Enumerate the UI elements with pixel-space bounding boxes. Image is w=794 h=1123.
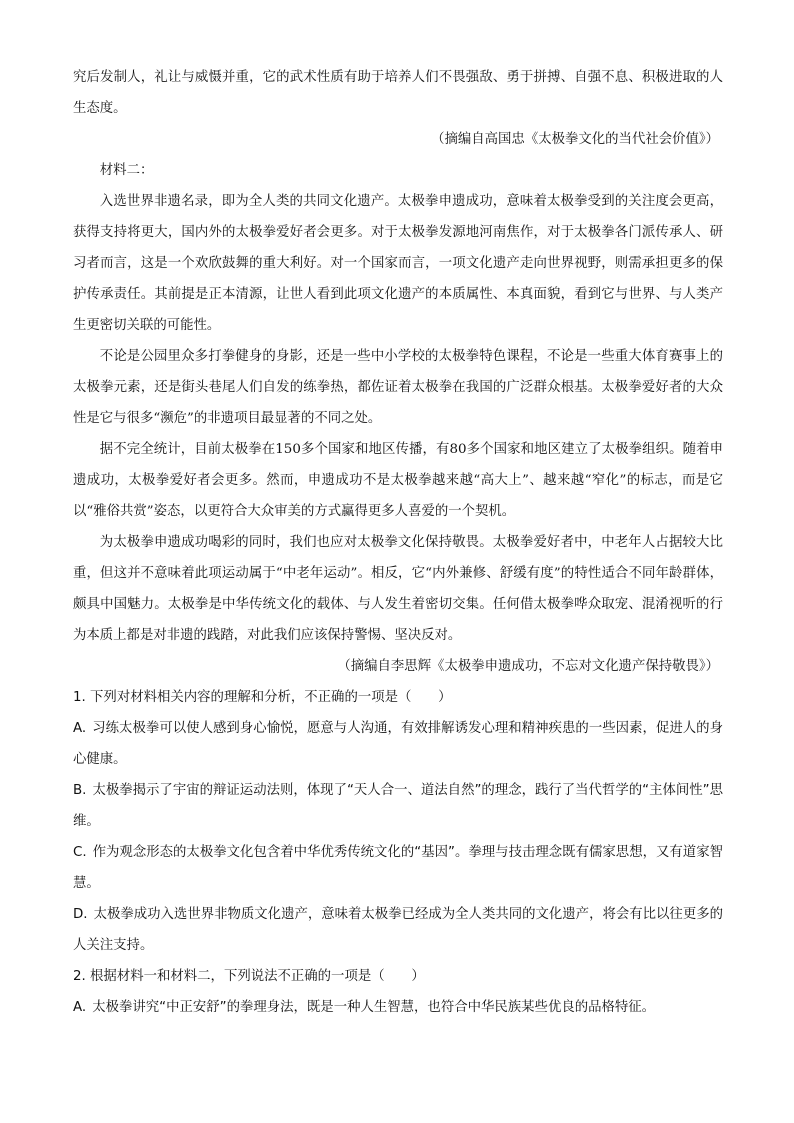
option-text: 太极拳讲究“中正安舒”的拳理身法，既是一种人生智慧，也符合中华民族某些优良的品格特征。 <box>92 1000 656 1015</box>
question-stem: 1. 下列对材料相关内容的理解和分析，不正确的一项是（ ） <box>73 690 452 705</box>
material2-source: （摘编自李思辉《太极拳申遗成功，不忘对文化遗产保持敬畏》） <box>337 659 719 674</box>
question-option <box>73 899 723 961</box>
material1-paragraph-end: 究后发制人，礼让与威慑并重，它的武术性质有助于培养人们不畏强敌、勇于拼搏、自强不息、积极进取的人生态度。 <box>73 70 723 116</box>
material2-paragraph: 据不完全统计，目前太极拳在150多个国家和地区传播，有80多个国家和地区建立了太极拳组织。随着申遗成功，太极拳爱好者会更多。然而，申遗成功不是太极拳越来越“高大上”、越来越“窄化”的标志，而是它以“雅俗共赏”姿态，以更符合大众审美的方式赢得更多人喜爱的一个契机。 <box>73 442 723 519</box>
question-option <box>73 992 723 1023</box>
material2-paragraph: 不论是公园里众多打拳健身的身影，还是一些中小学校的太极拳特色课程，不论是一些重大体育赛事上的太极拳元素，还是街头巷尾人们自发的练拳热，都佐证着太极拳在我国的广泛群众根基。太极拳爱好者的大众性是它与很多“濒危”的非遗项目最显著的不同之处。 <box>73 349 723 426</box>
page-content <box>73 62 723 1023</box>
option-text: 太极拳揭示了宇宙的辩证运动法则，体现了“天人合一、道法自然”的理念，践行了当代哲学的“主体间性”思维。 <box>73 783 723 829</box>
option-letter: C. <box>73 845 87 860</box>
question-1 <box>73 682 723 961</box>
material2-paragraph: 入选世界非遗名录，即为全人类的共同文化遗产。太极拳申遗成功，意味着太极拳受到的关注度会更高，获得支持将更大，国内外的太极拳爱好者会更多。对于太极拳发源地河南焦作，对于太极拳各门派传承人、研习者而言，这是一个欢欣鼓舞的重大利好。对一个国家而言，一项文化遗产走向世界视野，则需承担更多的保护传承责任。其前提是正本清源，让世人看到此项文化遗产的本质属性、本真面貌，看到它与世界、与人类产生更密切关联的可能性。 <box>73 194 723 333</box>
option-letter: B. <box>73 783 87 798</box>
question-option <box>73 775 723 837</box>
option-text: 习练太极拳可以使人感到身心愉悦，愿意与人沟通，有效排解诱发心理和精神疾患的一些因素，促进人的身心健康。 <box>73 721 723 767</box>
option-letter: A. <box>73 1000 87 1015</box>
option-text: 太极拳成功入选世界非物质文化遗产，意味着太极拳已经成为全人类共同的文化遗产，将会有比以往更多的人关注支持。 <box>73 907 723 953</box>
material1-source: （摘编自高国忠《太极拳文化的当代社会价值》） <box>431 132 719 147</box>
material2-paragraph: 为太极拳申遗成功喝彩的同时，我们也应对太极拳文化保持敬畏。太极拳爱好者中，中老年人占据较大比重，但这并不意味着此项运动属于“中老年运动”。相反，它“内外兼修、舒缓有度”的特性适合不同年龄群体，颇具中国魅力。太极拳是中华传统文化的载体、与人发生着密切交集。任何借太极拳哗众取宠、混淆视听的行为本质上都是对非遗的践踏，对此我们应该保持警惕、坚决反对。 <box>73 535 723 643</box>
question-option <box>73 713 723 775</box>
material2-heading: 材料二： <box>99 163 154 178</box>
question-stem: 2. 根据材料一和材料二，下列说法不正确的一项是（ ） <box>73 969 425 984</box>
option-text: 作为观念形态的太极拳文化包含着中华优秀传统文化的“基因”。拳理与技击理念既有儒家思想，又有道家智慧。 <box>73 845 723 891</box>
option-letter: D. <box>73 907 88 922</box>
question-option <box>73 837 723 899</box>
option-letter: A. <box>73 721 87 736</box>
question-2 <box>73 961 723 1023</box>
